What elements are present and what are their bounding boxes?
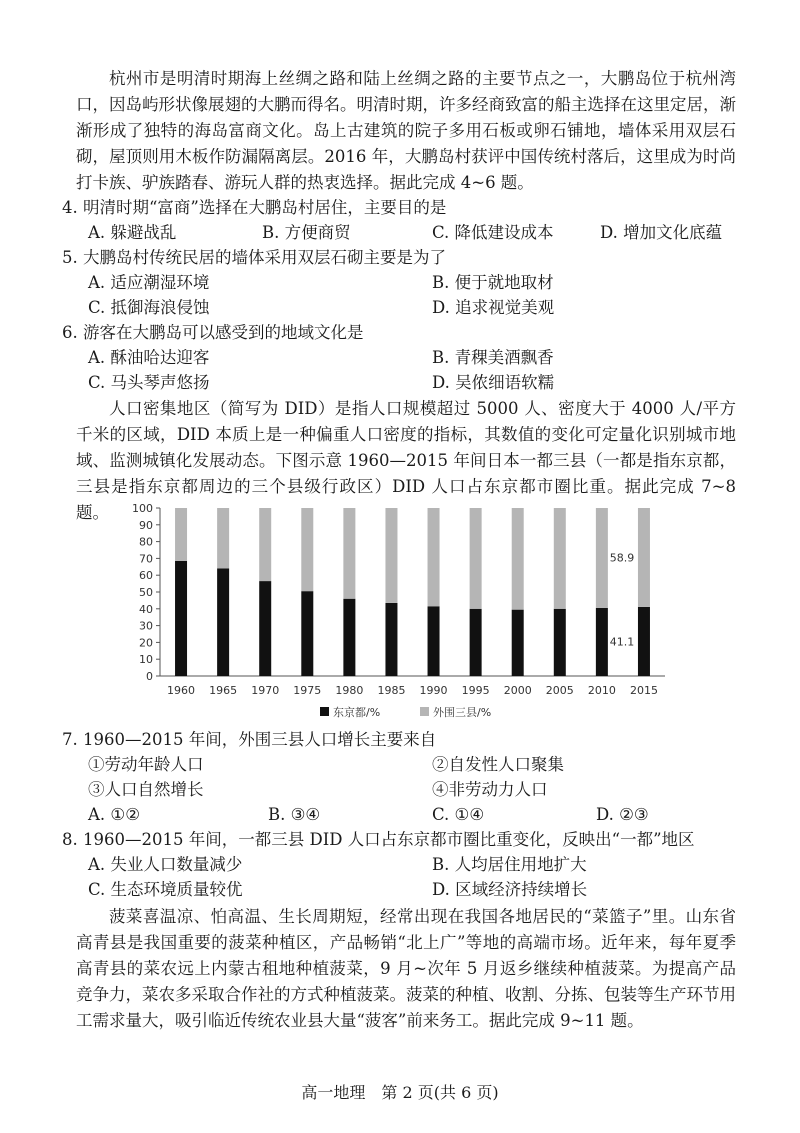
x-tick-label: 1990	[419, 684, 448, 697]
annotation-tokyo-2015: 41.1	[609, 635, 635, 649]
bar-tokyo	[259, 581, 271, 676]
question-5-stem: 5. 大鹏岛村传统民居的墙体采用双层石砌主要是为了	[62, 248, 446, 267]
legend-label-outer: 外围三县/%	[433, 706, 492, 719]
x-tick-label: 1960	[167, 684, 196, 697]
bar-tokyo	[385, 603, 397, 676]
bar-tokyo	[217, 568, 229, 676]
y-tick-label: 50	[139, 586, 153, 599]
question-6-stem: 6. 游客在大鹏岛可以感受到的地域文化是	[62, 323, 364, 342]
q7-option-d: D. ②③	[596, 805, 649, 824]
y-tick-label: 80	[139, 535, 153, 549]
x-tick-label: 2010	[587, 684, 616, 697]
y-tick-label: 30	[139, 619, 153, 633]
q6-option-d: D. 吴侬细语软糯	[432, 373, 555, 392]
q6-option-c: C. 马头琴声悠扬	[88, 373, 210, 392]
y-tick-label: 40	[139, 602, 153, 616]
q8-option-d: D. 区域经济持续增长	[432, 880, 588, 899]
q8-option-a: A. 失业人口数量减少	[88, 855, 243, 874]
bar-outer-counties	[596, 508, 608, 608]
q7-item-4: ④非劳动力人口	[432, 780, 548, 799]
q4-option-c: C. 降低建设成本	[432, 223, 554, 242]
legend-swatch-tokyo	[320, 707, 329, 716]
y-tick-label: 10	[139, 653, 153, 667]
q6-option-a: A. 酥油哈达迎客	[88, 348, 210, 367]
question-7-stem: 7. 1960—2015 年间，外围三县人口增长主要来自	[62, 730, 437, 749]
bar-outer-counties	[512, 508, 524, 610]
x-tick-label: 1995	[461, 684, 490, 697]
y-tick-label: 60	[139, 569, 153, 583]
q8-option-b: B. 人均居住用地扩大	[432, 855, 587, 874]
x-tick-label: 1970	[251, 684, 280, 697]
y-tick-label: 0	[146, 670, 153, 683]
x-tick-label: 1985	[377, 684, 406, 697]
bar-tokyo	[512, 610, 524, 676]
bar-tokyo	[470, 609, 482, 676]
q7-item-3: ③人口自然增长	[88, 780, 204, 799]
q7-item-2: ②自发性人口聚集	[432, 755, 564, 774]
bar-outer-counties	[638, 508, 650, 607]
x-tick-label: 2005	[545, 684, 574, 697]
q7-option-b: B. ③④	[268, 805, 321, 824]
q7-option-a: A. ①②	[88, 805, 140, 824]
q4-option-d: D. 增加文化底蕴	[600, 223, 723, 242]
bar-outer-counties	[259, 508, 271, 581]
did-stacked-bar-chart	[130, 498, 670, 728]
q4-option-a: A. 躲避战乱	[88, 223, 177, 242]
bar-tokyo	[428, 606, 440, 676]
q8-option-c: C. 生态环境质量较优	[88, 880, 243, 899]
q5-option-a: A. 适应潮湿环境	[88, 273, 210, 292]
q6-option-b: B. 青稞美酒飘香	[432, 348, 554, 367]
y-tick-label: 70	[139, 552, 153, 566]
bar-tokyo	[301, 591, 313, 676]
q7-item-1: ①劳动年龄人口	[88, 755, 204, 774]
passage-9-11: 菠菜喜温凉、怕高温、生长周期短，经常出现在我国各地居民的“菜篮子”里。山东省高青县是我国重要的菠菜种植区，产品畅销“北上广”等地的高端市场。近年来，每年夏季高青县的菜农远上内蒙古租地种植菠菜，9 月~次年 5 月返乡继续种植菠菜。为提高产品竞争力，菜农多采取合作社的方式种植菠菜。菠菜的种植、收割、分拣、包装等生产环节用工需求量大，吸引临近传统农业县大量“菠客”前来务工。据此完成 9~11 题。	[76, 907, 736, 1030]
bar-outer-counties	[428, 508, 440, 606]
q5-option-c: C. 抵御海浪侵蚀	[88, 298, 210, 317]
bar-tokyo	[596, 608, 608, 676]
bar-tokyo	[638, 607, 650, 676]
passage-4-6: 杭州市是明清时期海上丝绸之路和陆上丝绸之路的主要节点之一，大鹏岛位于杭州湾口，因岛屿形状像展翅的大鹏而得名。明清时期，许多经商致富的船主选择在这里定居，渐渐形成了独特的海岛富商文化。岛上古建筑的院子多用石板或卵石铺地，墙体采用双层石砌，屋顶则用木板作防漏隔离层。2016 年，大鹏岛村获评中国传统村落后，这里成为时尚打卡族、驴族踏春、游玩人群的热衷选择。据此完成 4~6 题。	[76, 69, 736, 192]
bar-outer-counties	[470, 508, 482, 609]
q5-option-b: B. 便于就地取材	[432, 273, 554, 292]
bar-outer-counties	[301, 508, 313, 591]
legend-swatch-outer	[420, 707, 429, 716]
annotation-outer-2015: 58.9	[609, 551, 635, 565]
legend-label-tokyo: 东京都/%	[333, 706, 381, 719]
passage-7-8: 人口密集地区（简写为 DID）是指人口规模超过 5000 人、密度大于 4000 人/平方千米的区域，DID 本质上是一种偏重人口密度的指标，其数值的变化可定量化识别城市地域、监测城镇化发展动态。下图示意 1960—2015 年间日本一都三县（一都是指东京都，三县是指东京都周边的三个县级行政区）DID 人口占东京都市圈比重。据此完成 7~8 题。	[76, 399, 736, 522]
x-tick-label: 1975	[293, 684, 322, 697]
q5-option-d: D. 追求视觉美观	[432, 298, 555, 317]
bar-tokyo	[554, 609, 566, 676]
bar-outer-counties	[385, 508, 397, 603]
bar-outer-counties	[343, 508, 355, 599]
bar-tokyo	[175, 561, 187, 676]
y-tick-label: 100	[132, 502, 153, 515]
bar-outer-counties	[175, 508, 187, 561]
q4-option-b: B. 方便商贸	[262, 223, 351, 242]
x-tick-label: 2015	[629, 684, 658, 697]
y-tick-label: 20	[139, 636, 153, 650]
question-8-stem: 8. 1960—2015 年间，一都三县 DID 人口占东京都市圈比重变化，反映出“一都”地区	[62, 830, 695, 849]
x-tick-label: 2000	[503, 684, 532, 697]
x-tick-label: 1980	[335, 684, 364, 697]
page-footer: 高一地理 第 2 页(共 6 页)	[301, 1083, 499, 1102]
bar-tokyo	[343, 599, 355, 676]
bar-outer-counties	[217, 508, 229, 568]
q7-option-c: C. ①④	[432, 805, 485, 824]
y-tick-label: 90	[139, 518, 153, 532]
bar-outer-counties	[554, 508, 566, 609]
question-4-stem: 4. 明清时期“富商”选择在大鹏岛村居住，主要目的是	[62, 198, 447, 217]
x-tick-label: 1965	[209, 684, 238, 697]
